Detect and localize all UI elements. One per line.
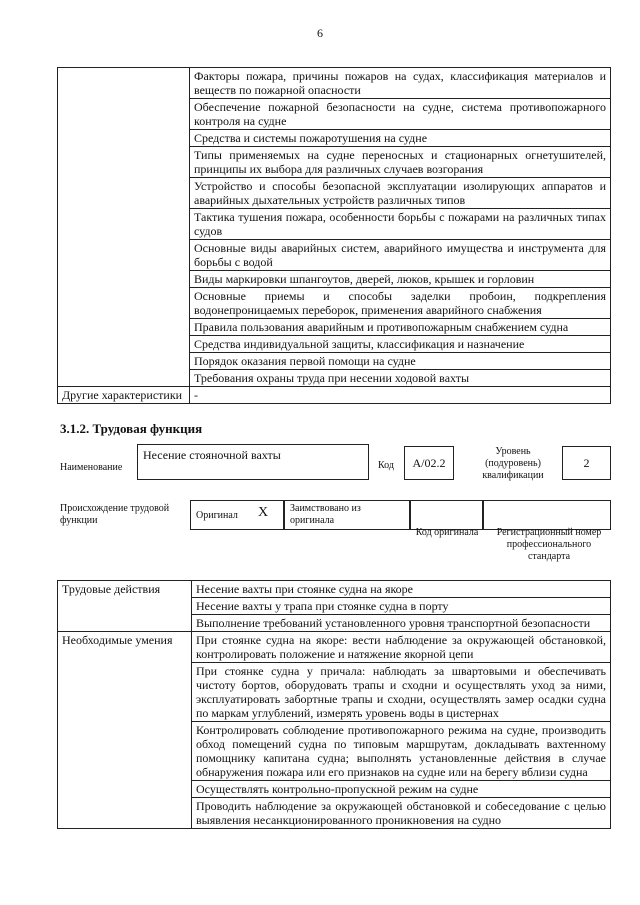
knowledge-item: Факторы пожара, причины пожаров на судах, классификация материалов и веществ по пожарной опасности bbox=[190, 68, 611, 99]
code-label: Код bbox=[378, 460, 394, 471]
level-value: 2 bbox=[583, 456, 590, 470]
skill-item: При стоянке судна на якоре: вести наблюдение за окружающей обстановкой, контролировать положение и натяжение якорной цепи bbox=[192, 632, 611, 663]
other-characteristics-label: Другие характеристики bbox=[58, 387, 190, 404]
reg-number-box bbox=[483, 500, 611, 530]
knowledge-item: Правила пользования аварийным и противопожарным снабжением судна bbox=[190, 319, 611, 336]
knowledge-item: Основные приемы и способы заделки пробоин, подкрепления водонепроницаемых переборок, применения аварийного снабжения bbox=[190, 288, 611, 319]
level-value-box bbox=[562, 446, 611, 480]
original-mark: X bbox=[258, 505, 269, 520]
reg-number-caption: Регистрационный номер профессионального стандарта bbox=[496, 527, 602, 562]
page-number: 6 bbox=[317, 26, 323, 40]
knowledge-item: Типы применяемых на судне переносных и стационарных огнетушителей, принципы их выбора для различных случаев возгорания bbox=[190, 147, 611, 178]
skill-item: Контролировать соблюдение противопожарного режима на судне, производить обход помещений судна по типовым маршрутам, докладывать вахтенному помощнику капитана судна; выполнять установленные действия в случае обнаружения пожара или его признаков на судне или на берегу вблизи судна bbox=[192, 722, 611, 781]
action-item: Несение вахты у трапа при стоянке судна в порту bbox=[192, 598, 611, 615]
actions-label: Трудовые действия bbox=[58, 581, 192, 632]
knowledge-table bbox=[57, 67, 611, 404]
knowledge-item: Требования охраны труда при несении ходовой вахты bbox=[190, 370, 611, 387]
name-value: Несение стояночной вахты bbox=[143, 448, 281, 462]
code-value-box bbox=[404, 446, 454, 480]
action-item: Несение вахты при стоянке судна на якоре bbox=[192, 581, 611, 598]
name-value-box bbox=[137, 444, 369, 480]
knowledge-item: Основные виды аварийных систем, аварийного имущества и инструмента для борьбы с водой bbox=[190, 240, 611, 271]
skill-item: Проводить наблюдение за окружающей обстановкой и собеседование с целью выявления несанкционированного проникновения на судно bbox=[192, 798, 611, 829]
knowledge-item: Средства индивидуальной защиты, классификация и назначение bbox=[190, 336, 611, 353]
skill-item: При стоянке судна у причала: наблюдать за швартовыми и обеспечивать чистоту бортов, оборудовать трапы и сходни и осуществлять уход за ними, эксплуатировать забортные трапы и сходни, осуществлять замер осадки судна по маркам углублений, измерять уровень воды в цистернах bbox=[192, 663, 611, 722]
original-box bbox=[190, 500, 284, 530]
name-label: Наименование bbox=[60, 462, 123, 473]
code-value: А/02.2 bbox=[412, 456, 446, 470]
knowledge-item: Устройство и способы безопасной эксплуатации изолирующих аппаратов и аварийных дыхательных устройств различных типов bbox=[190, 178, 611, 209]
knowledge-item: Тактика тушения пожара, особенности борьбы с пожарами на различных типах судов bbox=[190, 209, 611, 240]
section-title: 3.1.2. Трудовая функция bbox=[60, 421, 203, 436]
code-original-box bbox=[410, 500, 483, 530]
knowledge-label-cell bbox=[58, 68, 190, 387]
level-label: Уровень (подуровень) квалификации bbox=[482, 446, 544, 481]
other-characteristics-value: - bbox=[190, 387, 611, 404]
duties-table bbox=[57, 580, 611, 829]
borrowed-box bbox=[284, 500, 410, 530]
knowledge-item: Средства и системы пожаротушения на судне bbox=[190, 130, 611, 147]
action-item: Выполнение требований установленного уровня транспортной безопасности bbox=[192, 615, 611, 632]
code-original-caption: Код оригинала bbox=[415, 527, 479, 538]
knowledge-item: Порядок оказания первой помощи на судне bbox=[190, 353, 611, 370]
skills-label: Необходимые умения bbox=[58, 632, 192, 829]
original-label: Оригинал bbox=[196, 510, 238, 521]
knowledge-item: Виды маркировки шпангоутов, дверей, люков, крышек и горловин bbox=[190, 271, 611, 288]
origin-label: Происхождение трудовой функции bbox=[60, 503, 170, 526]
knowledge-item: Обеспечение пожарной безопасности на судне, система противопожарного контроля на судне bbox=[190, 99, 611, 130]
skill-item: Осуществлять контрольно-пропускной режим на судне bbox=[192, 781, 611, 798]
borrowed-label: Заимствовано из оригинала bbox=[290, 503, 361, 526]
